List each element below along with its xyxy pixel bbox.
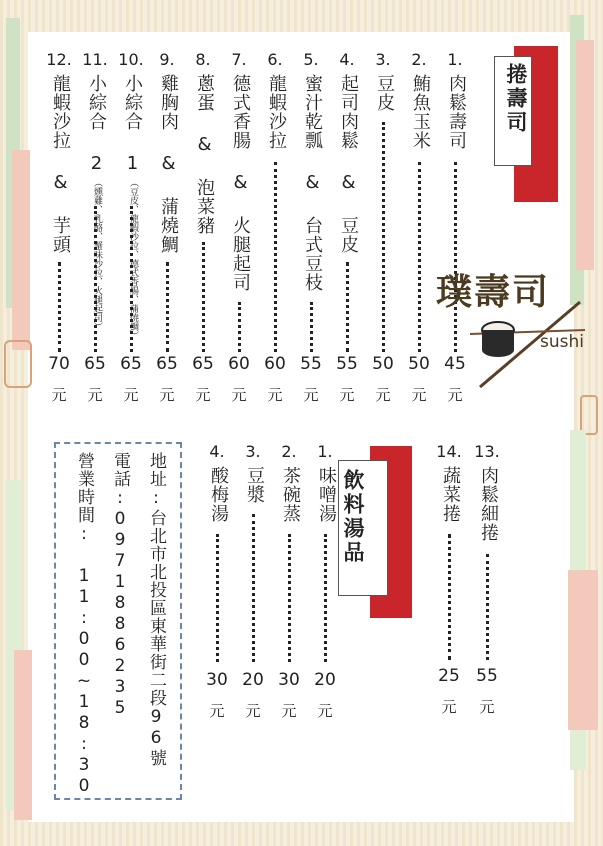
item-name: 酸梅湯 xyxy=(208,466,229,523)
phone: 電話:0971886235 xyxy=(110,452,130,719)
item-number: 13. xyxy=(474,442,500,461)
deco-strip xyxy=(14,650,32,820)
item-number: 5. xyxy=(303,50,319,69)
deco-strip xyxy=(4,340,32,388)
price-unit: 元 xyxy=(479,698,495,716)
drinks-title: 飲料湯品 xyxy=(341,469,365,565)
item-price: 55 xyxy=(300,354,322,374)
item-number: 14. xyxy=(436,442,462,461)
item-number: 2. xyxy=(281,442,297,461)
item-price: 65 xyxy=(84,354,106,374)
item-name: 德式香腸 & 火腿起司 xyxy=(230,74,251,292)
item-number: 1. xyxy=(447,50,463,69)
item-number: 1. xyxy=(317,442,333,461)
item-price: 70 xyxy=(48,354,70,374)
item-price: 65 xyxy=(120,354,142,374)
leader-dots xyxy=(274,162,277,352)
item-number: 7. xyxy=(231,50,247,69)
logo-sub: sushi xyxy=(540,332,584,352)
item-name: 肉鬆壽司 xyxy=(446,74,467,150)
sushi-title-box xyxy=(494,56,532,166)
leader-dots xyxy=(288,534,291,662)
item-number: 3. xyxy=(245,442,261,461)
price-unit: 元 xyxy=(267,386,283,404)
price-unit: 元 xyxy=(375,386,391,404)
leader-dots xyxy=(202,242,205,352)
price-unit: 元 xyxy=(317,702,333,720)
leader-dots xyxy=(216,534,219,662)
item-price: 55 xyxy=(336,354,358,374)
price-unit: 元 xyxy=(87,386,103,404)
item-number: 8. xyxy=(195,50,211,69)
item-name: 豆皮 xyxy=(374,74,395,112)
item-price: 20 xyxy=(242,670,264,690)
price-unit: 元 xyxy=(159,386,175,404)
leader-dots xyxy=(238,302,241,352)
item-price: 25 xyxy=(438,666,460,686)
price-unit: 元 xyxy=(441,698,457,716)
item-note: （豆皮、龍蝦沙拉、德式香腸、蒲燒鯛） xyxy=(128,178,138,340)
item-name: 蔥蛋 & 泡菜豬 xyxy=(194,74,215,235)
item-number: 3. xyxy=(375,50,391,69)
item-name: 味噌湯 xyxy=(316,466,337,523)
price-unit: 元 xyxy=(209,702,225,720)
price-unit: 元 xyxy=(195,386,211,404)
item-name: 蔬菜捲 xyxy=(440,466,461,523)
leader-dots xyxy=(130,206,133,352)
item-price: 50 xyxy=(408,354,430,374)
price-unit: 元 xyxy=(245,702,261,720)
price-unit: 元 xyxy=(123,386,139,404)
item-name: 豆漿 xyxy=(244,466,265,504)
leader-dots xyxy=(418,162,421,352)
item-price: 50 xyxy=(372,354,394,374)
address: 地址:台北市北投區東華街二段96號 xyxy=(146,452,166,767)
price-unit: 元 xyxy=(339,386,355,404)
item-number: 11. xyxy=(82,50,108,69)
item-number: 4. xyxy=(209,442,225,461)
leader-dots xyxy=(58,262,61,352)
logo-text: 璞壽司 xyxy=(436,271,551,313)
deco-strip xyxy=(576,40,594,270)
leader-dots xyxy=(94,206,97,352)
item-name: 雞胸肉 & 蒲燒鯛 xyxy=(158,74,179,254)
item-price: 30 xyxy=(206,670,228,690)
deco-strip xyxy=(580,395,598,435)
item-number: 12. xyxy=(46,50,72,69)
price-unit: 元 xyxy=(411,386,427,404)
item-number: 6. xyxy=(267,50,283,69)
deco-strip xyxy=(568,570,598,730)
item-number: 10. xyxy=(118,50,144,69)
price-unit: 元 xyxy=(303,386,319,404)
item-name: 茶碗蒸 xyxy=(280,466,301,523)
item-name: 鮪魚玉米 xyxy=(410,74,431,150)
leader-dots xyxy=(310,302,313,352)
item-price: 55 xyxy=(476,666,498,686)
price-unit: 元 xyxy=(447,386,463,404)
item-price: 60 xyxy=(264,354,286,374)
deco-strip xyxy=(12,150,30,350)
logo xyxy=(430,262,590,392)
item-name: 小綜合 2 xyxy=(86,74,107,175)
item-name: 肉鬆細捲 xyxy=(478,466,499,542)
item-name: 蜜汁乾瓢 & 台式豆枝 xyxy=(302,74,323,292)
leader-dots xyxy=(382,122,385,352)
sushi-title: 捲壽司 xyxy=(504,63,528,135)
leader-dots xyxy=(166,262,169,352)
price-unit: 元 xyxy=(231,386,247,404)
item-number: 9. xyxy=(159,50,175,69)
leader-dots xyxy=(252,514,255,662)
item-price: 45 xyxy=(444,354,466,374)
business-hours: 營業時間: 11:00~18:30 xyxy=(74,452,94,797)
leader-dots xyxy=(346,262,349,352)
leader-dots xyxy=(324,534,327,662)
item-name: 起司肉鬆 & 豆皮 xyxy=(338,74,359,254)
drinks-title-box xyxy=(338,460,388,596)
item-price: 65 xyxy=(156,354,178,374)
price-unit: 元 xyxy=(281,702,297,720)
item-price: 20 xyxy=(314,670,336,690)
item-name: 小綜合 1 xyxy=(122,74,143,175)
item-number: 2. xyxy=(411,50,427,69)
item-price: 60 xyxy=(228,354,250,374)
item-name: 龍蝦沙拉 & 芋頭 xyxy=(50,74,71,254)
item-name: 龍蝦沙拉 xyxy=(266,74,287,150)
item-price: 65 xyxy=(192,354,214,374)
price-unit: 元 xyxy=(51,386,67,404)
item-note: （燻雞、乳酪、蟹味沙拉、火腿起司） xyxy=(92,178,102,331)
item-number: 4. xyxy=(339,50,355,69)
sushi-icon xyxy=(430,262,590,392)
leader-dots xyxy=(448,534,451,660)
item-price: 30 xyxy=(278,670,300,690)
leader-dots xyxy=(486,554,489,660)
